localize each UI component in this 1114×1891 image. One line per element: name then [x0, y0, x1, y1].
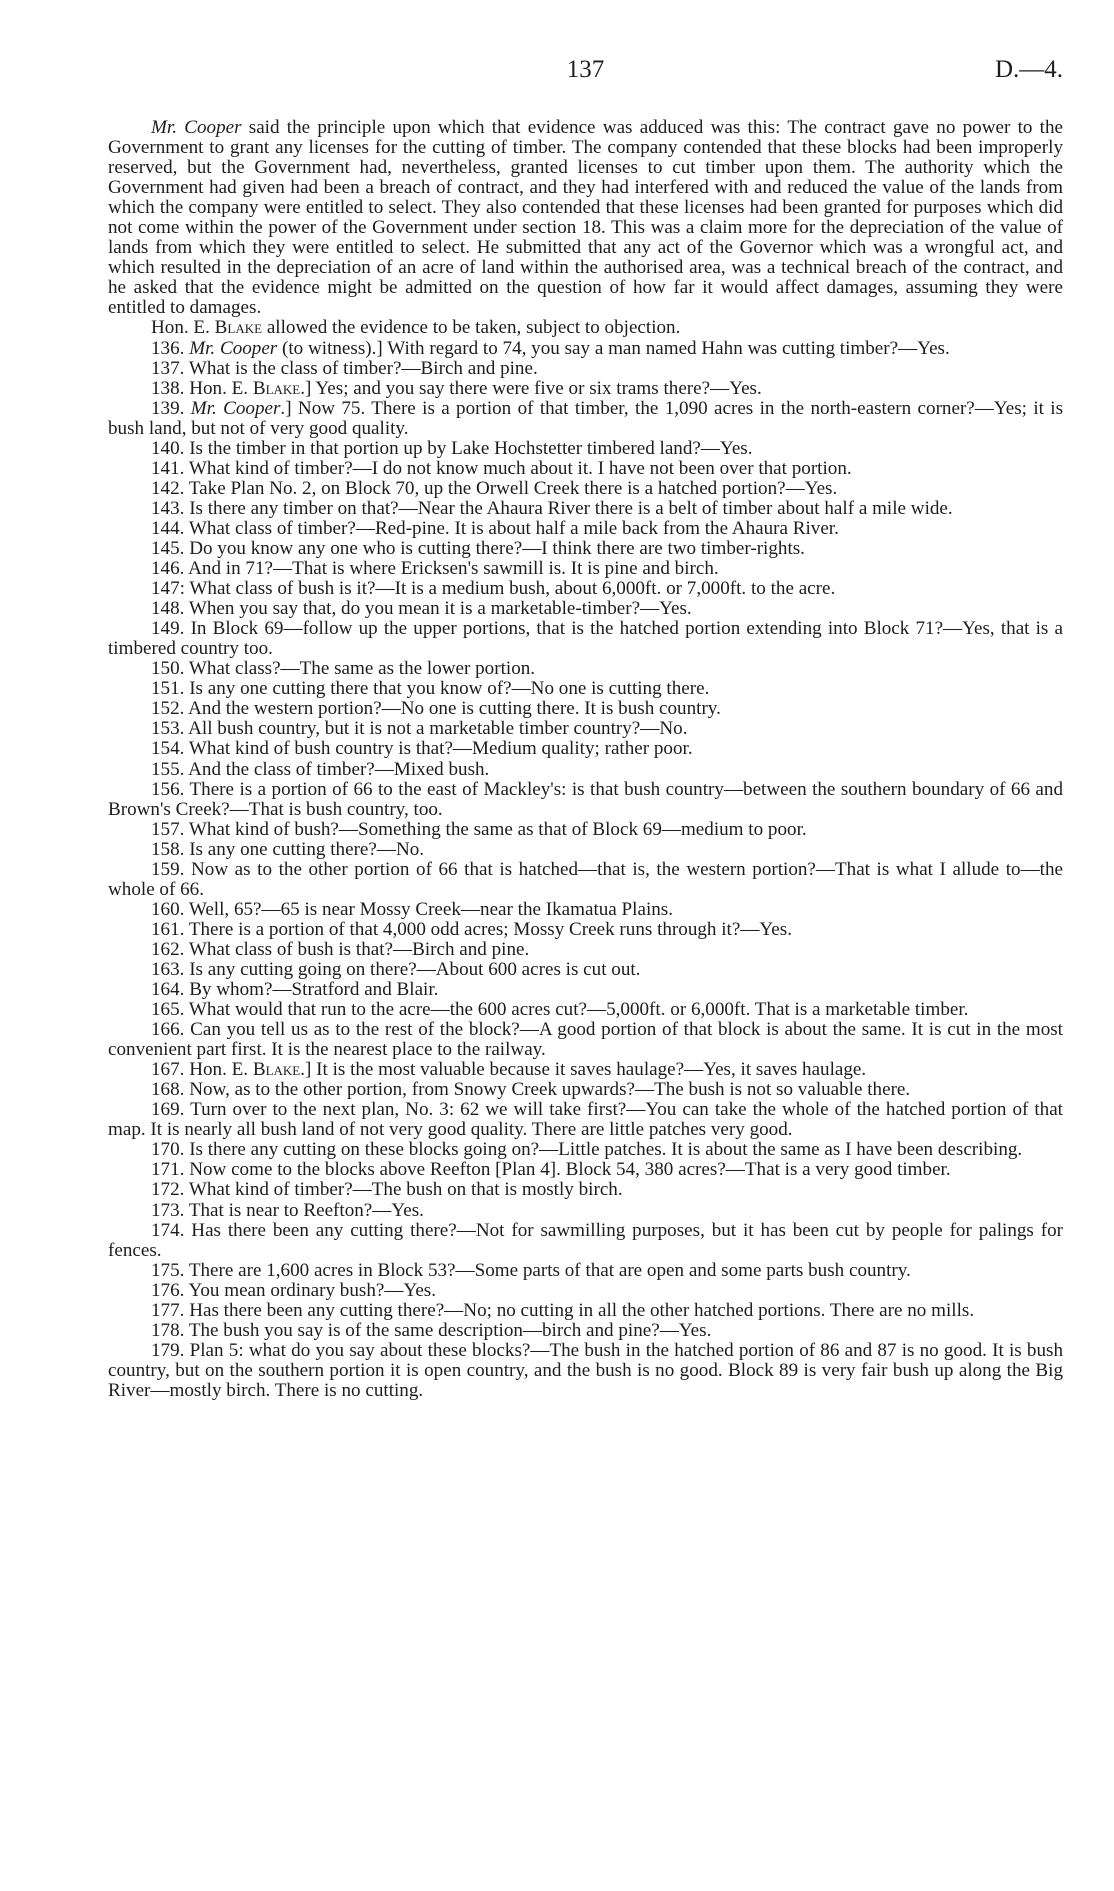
question-168: 168. Now, as to the other portion, from Snowy Creek upwards?—The bush is not so valuable there. [151, 1079, 911, 1101]
document-page [108, 56, 1064, 1401]
question-136 [108, 339, 1063, 359]
question-151: 151. Is any one cutting there that you know of?—No one is cutting there. [151, 678, 710, 700]
question-142: 142. Take Plan No. 2, on Block 70, up the Orwell Creek there is a hatched portion?—Yes. [151, 477, 838, 499]
question-173: 173. That is near to Reefton?—Yes. [151, 1199, 424, 1221]
question-165: 165. What would that run to the acre—the 600 acres cut?—5,000ft. or 6,000ft. That is a marketable timber. [151, 999, 969, 1021]
question-167 [108, 1060, 1063, 1080]
document-reference: D.—4. [994, 56, 1063, 83]
question-175: 175. There are 1,600 acres in Block 53?—Some parts of that are open and some parts bush country. [151, 1259, 911, 1281]
question-150: 150. What class?—The same as the lower portion. [151, 658, 536, 680]
paragraph-opening [108, 118, 1063, 318]
page-header [108, 56, 1063, 100]
question-157: 157. What kind of bush?—Something the same as that of Block 69—medium to poor. [151, 818, 807, 840]
question-176: 176. You mean ordinary bush?—Yes. [151, 1279, 436, 1301]
question-170: 170. Is there any cutting on these blocks going on?—Little patches. It is about the same as I have been describing. [151, 1139, 1023, 1161]
question-148: 148. When you say that, do you mean it is a marketable-timber?—Yes. [151, 598, 692, 620]
question-166: 166. Can you tell us as to the rest of the block?—A good portion of that block is about the same. It is cut in the most convenient part first. It is the nearest place to the railway. [108, 1019, 1063, 1061]
question-152: 152. And the western portion?—No one is cutting there. It is bush country. [151, 698, 721, 720]
question-155: 155. And the class of timber?—Mixed bush. [151, 758, 490, 780]
question-141: 141. What kind of timber?—I do not know much about it. I have not been over that portion. [151, 457, 852, 479]
question-158: 158. Is any one cutting there?—No. [151, 838, 425, 860]
question-number: 136. [151, 337, 190, 359]
question-text: (to witness).] With regard to 74, you say a man named Hahn was cutting timber?—Yes. [277, 337, 950, 359]
question-147: 147: What class of bush is it?—It is a medium bush, about 6,000ft. or 7,000ft. to the acre. [151, 578, 836, 600]
speaker-prefix: Hon. E. [151, 317, 215, 339]
question-text: .] Yes; and you say there were five or six trams there?—Yes. [300, 377, 762, 399]
question-153: 153. All bush country, but it is not a marketable timber country?—No. [151, 718, 688, 740]
question-178: 178. The bush you say is of the same description—birch and pine?—Yes. [151, 1319, 712, 1341]
question-171: 171. Now come to the blocks above Reefton [Plan 4]. Block 54, 380 acres?—That is a very good timber. [151, 1159, 951, 1181]
question-169: 169. Turn over to the next plan, No. 3: 62 we will take first?—You can take the whole of the hatched portion of that map. It is nearly all bush land of not very good quality. There are little patches very good. [108, 1099, 1063, 1141]
question-179: 179. Plan 5: what do you say about these blocks?—The bush in the hatched portion of 86 and 87 is no good. It is bush country, but on the southern portion it is open country, and the bush is no good. Block 89 is very fair bush up along the Big River—mostly birch. There is no cutting. [108, 1339, 1063, 1401]
question-177: 177. Has there been any cutting there?—No; no cutting in all the other hatched portions. There are no mills. [151, 1299, 975, 1321]
page-number: 137 [566, 56, 605, 83]
question-140: 140. Is the timber in that portion up by Lake Hochstetter timbered land?—Yes. [151, 437, 753, 459]
question-162: 162. What class of bush is that?—Birch and pine. [151, 938, 530, 960]
question-172: 172. What kind of timber?—The bush on that is mostly birch. [151, 1179, 623, 1201]
question-164: 164. By whom?—Stratford and Blair. [151, 979, 439, 1001]
paragraph-text: said the principle upon which that evidence was adduced was this: The contract gave no power to the Government to grant any licenses for the cutting of timber. The company contended that these blocks had been improperly reserved, but the Government had, nevertheless, granted licenses to cut timber upon them. The authority which the Government had given had been a breach of contract, and they had interfered with and reduced the value of the lands from which the company were entitled to select. They also contended that these licenses had been granted for purposes which did not come within the power of the Government under section 18. This was a claim more for the depreciation of the value of lands from which they were entitled to select. He submitted that any act of the Governor which was a wrongful act, and which resulted in the depreciation of an acre of land within the authorised area, was a technical breach of the contract, and he asked that the evidence might be admitted on the question of how far it would affect damages, assuming they were entitled to damages. [108, 117, 1063, 319]
question-138 [108, 379, 1063, 399]
question-174: 174. Has there been any cutting there?—Not for sawmilling purposes, but it has been cut by people for palings for fences. [108, 1219, 1063, 1261]
question-156: 156. There is a portion of 66 to the east of Mackley's: is that bush country—between the southern boundary of 66 and Brown's Creek?—That is bush country, too. [108, 778, 1063, 820]
question-145: 145. Do you know any one who is cutting there?—I think there are two timber-rights. [151, 537, 805, 559]
paragraph-text: allowed the evidence to be taken, subject to objection. [262, 317, 681, 339]
question-144: 144. What class of timber?—Red-pine. It is about half a mile back from the Ahaura River. [151, 517, 839, 539]
question-text: .] Now 75. There is a portion of that timber, the 1,090 acres in the north-eastern corner?—Yes; it is bush land, but not of very good quality. [108, 397, 1064, 439]
speaker-prefix: 167. Hon. E. [151, 1059, 253, 1081]
question-137: 137. What is the class of timber?—Birch and pine. [151, 357, 538, 379]
question-160: 160. Well, 65?—65 is near Mossy Creek—near the Ikamatua Plains. [151, 898, 674, 920]
question-159: 159. Now as to the other portion of 66 that is hatched—that is, the western portion?—That is what I allude to—the whole of 66. [108, 858, 1063, 900]
question-143: 143. Is there any timber on that?—Near the Ahaura River there is a belt of timber about half a mile wide. [151, 497, 953, 519]
speaker-name: Blake [252, 1059, 301, 1081]
speaker-name: Mr. Cooper [190, 397, 281, 419]
question-154: 154. What kind of bush country is that?—Medium quality; rather poor. [151, 738, 693, 760]
speaker-prefix: 138. Hon. E. [151, 377, 253, 399]
speaker-name: Blake [214, 317, 263, 339]
question-146: 146. And in 71?—That is where Ericksen's sawmill is. It is pine and birch. [151, 558, 719, 580]
speaker-name: Blake [252, 377, 301, 399]
question-161: 161. There is a portion of that 4,000 odd acres; Mossy Creek runs through it?—Yes. [151, 918, 792, 940]
question-text: .] It is the most valuable because it saves haulage?—Yes, it saves haulage. [300, 1059, 867, 1081]
question-149: 149. In Block 69—follow up the upper portions, that is the hatched portion extending into Block 71?—Yes, that is a timbered country too. [108, 618, 1063, 660]
speaker-name: Mr. Cooper [151, 117, 242, 138]
speaker-name: Mr. Cooper [189, 337, 278, 359]
paragraph-ruling [108, 318, 1063, 338]
question-139 [108, 399, 1063, 439]
question-number: 139. [151, 397, 191, 419]
question-163: 163. Is any cutting going on there?—About 600 acres is cut out. [151, 958, 641, 980]
